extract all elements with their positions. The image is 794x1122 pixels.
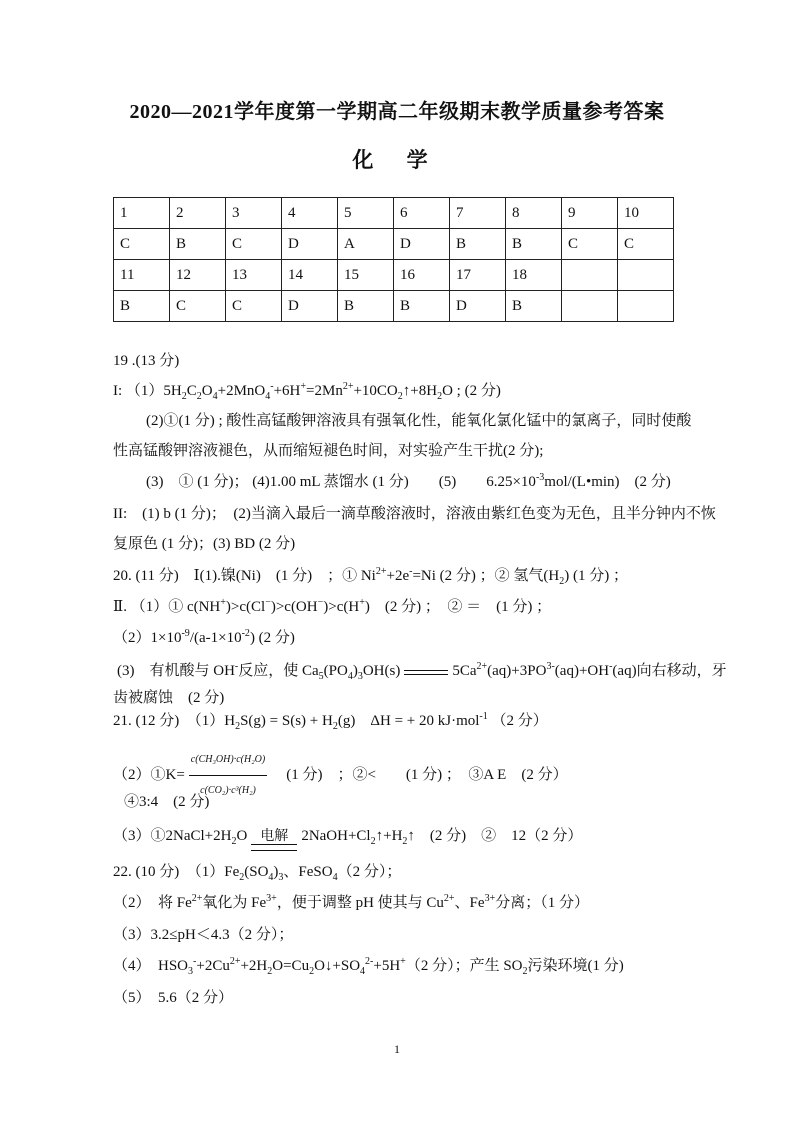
answer-table-cell: 4 — [282, 198, 338, 229]
answer-table-cell: 10 — [618, 198, 674, 229]
q22-line1: 22. (10 分) $(1)Fe_2(SO_4)_3$、FeSO$_4$（2 分）； — [113, 864, 402, 883]
equilibrium-constant-fraction: $\frac{\text{c(CH₃OH)·c(H₂O)}}{\text{c(CO₂)·c³(H₂)}}$ — [189, 746, 267, 805]
answer-table-cell: 5 — [338, 198, 394, 229]
answer-table-row — [114, 198, 674, 229]
q21-line2: （2）①K= $\frac{\text{c(CH₃OH)·c(H₂O)}}{\text{c(CO₂)·c³(H₂)}}$ (1 分) ；②< (1 分) ； ③A E (2 分） — [113, 746, 568, 805]
page-title: 2020—2021学年度第一学期高二年级期末教学质量参考答案 — [129, 101, 665, 123]
answer-table-cell: D — [282, 229, 338, 260]
answer-table-cell: D — [394, 229, 450, 260]
answer-table-cell: 9 — [562, 198, 618, 229]
answer-table-cell: C — [226, 229, 282, 260]
answer-table-row — [114, 291, 674, 322]
answer-table-cell: C — [226, 291, 282, 322]
q20-line1: 20. (11 分) Ⅰ(1).镍(Ni) (1 分) ；① $Ni^{2+}+2e^-=Ni$ (2 分) ；② 氢气$(H_2)$ (1 分) ； — [113, 566, 628, 587]
answer-table-cell: B — [114, 291, 170, 322]
answer-table-cell: 17 — [450, 260, 506, 291]
answer-table-cell: B — [170, 229, 226, 260]
page-number: 1 — [394, 1042, 400, 1056]
q21-line1: 21. (12 分) $(1)H_2S(g) = S(s) + H_2(g)$ ΔH = + 20 kJ·mol$^{-1}$ （2 分） — [113, 711, 548, 732]
q19-ii-line1: II: (1) b (1 分)； (2)当滴入最后一滴草酸溶液时，溶液由紫红色变为无色，且半分钟内不恢 — [113, 506, 716, 522]
answer-table-cell: 3 — [226, 198, 282, 229]
answer-table-cell: D — [450, 291, 506, 322]
q22-line4: （4） $HSO_3^-+2Cu^{2+}+2H_2O=Cu_2O↓+SO_4^{2-}+5H^+(2$ 分）；产生 $SO_2$污染环境(1 分) — [113, 956, 624, 977]
q19-i2-line1: (2)①(1 分) ; 酸性高锰酸钾溶液具有强氧化性，能氧化氯化锰中的氯离子，同时使酸 — [146, 413, 692, 429]
answer-table-cell: 2 — [170, 198, 226, 229]
answer-table-cell: 12 — [170, 260, 226, 291]
answer-table-cell: B — [394, 291, 450, 322]
answer-table-row — [114, 260, 674, 291]
answer-table-cell: 1 — [114, 198, 170, 229]
answer-table-cell: 18 — [506, 260, 562, 291]
answer-table-cell: 11 — [114, 260, 170, 291]
answer-table-cell: C — [170, 291, 226, 322]
q21-line4: $(3)①2NaCl+2H_2O$ 电解 $2NaOH+Cl_2↑+H_2↑$ (2 分) ② 12（2 分） — [113, 826, 582, 851]
answer-table-cell: C — [562, 229, 618, 260]
subject-title: 化 学 — [352, 148, 442, 172]
q22-line2: （2） 将 $Fe^{2+}$氧化为 $Fe^{3+}$，便于调整 pH 使其与 $Cu^{2+}$、$Fe^{3+}$分离；（1 分） — [113, 893, 589, 911]
answer-table-cell: 13 — [226, 260, 282, 291]
answer-table-cell: B — [506, 291, 562, 322]
equilibrium-arrow-icon — [404, 667, 448, 677]
electrolysis-condition: 电解 — [251, 842, 297, 851]
answer-table-cell: 6 — [394, 198, 450, 229]
answer-table-cell — [562, 260, 618, 291]
answer-table-cell: C — [114, 229, 170, 260]
q20-line3: $(2)1\times 10^{-9}/(a-1\times 10^{-2})$ (2 分) — [113, 628, 295, 646]
answer-table — [113, 197, 674, 322]
q19-ii-line2: 复原色 (1 分)；(3) BD (2 分) — [113, 536, 296, 552]
answer-table-cell: 8 — [506, 198, 562, 229]
q20-line2: Ⅱ. （1）① c(NH+)>c(Cl−)>c(OH−)>c(H+) (2 分) ； ② ＝ (1 分) ； — [113, 597, 552, 615]
q20-line5: 齿被腐蚀 (2 分) — [113, 690, 225, 706]
q21-line3: ④3:4 (2 分) — [124, 794, 210, 810]
q19-i3: (3) ① (1 分)； (4)1.00 mL 蒸馏水 (1 分) (5) $6.25\times 10^{-3}mol/(L•\min)$ (2 分) — [146, 472, 671, 490]
q22-line5: （5） 5.6（2 分） — [113, 990, 234, 1006]
q19-i2-line2: 性高锰酸钾溶液褪色，从而缩短褪色时间，对实验产生干扰(2 分); — [113, 443, 544, 459]
answer-table-cell: D — [282, 291, 338, 322]
answer-table-cell: C — [618, 229, 674, 260]
q22-line3: （3）3.2≤pH＜4.3（2 分）； — [113, 927, 294, 943]
answer-table-cell: B — [450, 229, 506, 260]
answer-table-cell: B — [338, 291, 394, 322]
answer-table-cell — [562, 291, 618, 322]
q20-line4: (3) 有机酸与 OH-反应，使 $Ca_5(PO_4)_3OH(s)$ $5Ca^{2+}(aq)+3PO^{3-}(aq)+OH^-(aq)$向右移动，牙 — [117, 661, 727, 682]
q19-i1: I: $(1)5H_2C_2O_4+2MnO_4^-+6H^+=2Mn^{2+}+10CO_2↑+8H_2O$ ; (2 分) — [113, 381, 501, 402]
q19-header: 19 .(13 分) — [113, 353, 180, 369]
answer-table-cell: 16 — [394, 260, 450, 291]
answer-table-row — [114, 229, 674, 260]
answer-table-cell: 15 — [338, 260, 394, 291]
answer-table-cell: 7 — [450, 198, 506, 229]
answer-table-cell: B — [506, 229, 562, 260]
answer-table-cell — [618, 260, 674, 291]
answer-table-cell: 14 — [282, 260, 338, 291]
answer-table-cell — [618, 291, 674, 322]
answer-table-cell: A — [338, 229, 394, 260]
